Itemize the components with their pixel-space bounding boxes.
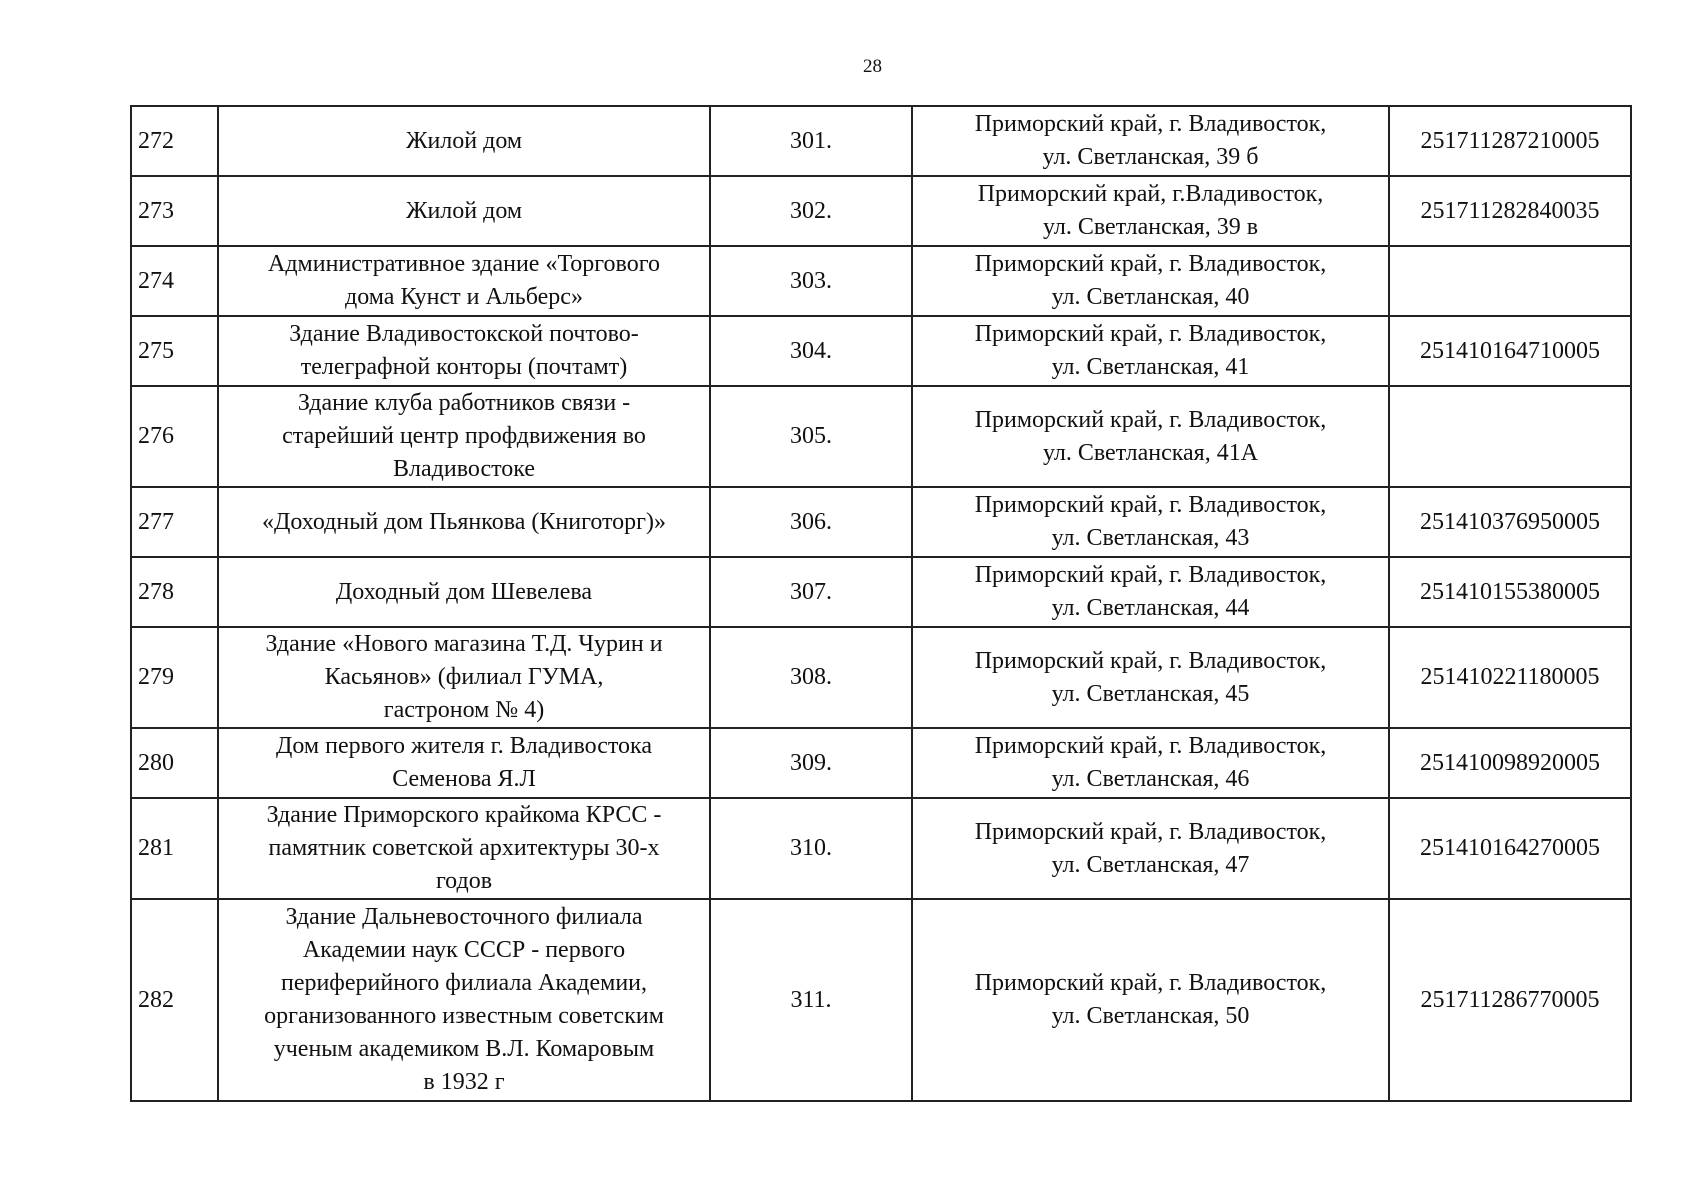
- address-line: Приморский край, г. Владивосток,: [974, 733, 1327, 759]
- registry-number-cell: 309.: [710, 728, 912, 798]
- table-row: [131, 557, 1631, 627]
- object-name-line: «Доходный дом Пьянкова (Книготорг)»: [261, 508, 667, 535]
- object-name-line: гастроном № 4): [383, 697, 545, 723]
- table-row: [131, 246, 1631, 316]
- address-cell: [912, 106, 1389, 176]
- object-name-line: Здание «Нового магазина Т.Д. Чурин и: [265, 631, 663, 657]
- address-cell: [912, 176, 1389, 246]
- object-name-line: Доходный дом Шевелева: [335, 578, 593, 605]
- address-cell: [912, 557, 1389, 627]
- object-name-line: в 1932 г: [423, 1069, 505, 1095]
- object-name-cell: [218, 246, 710, 316]
- row-number-cell: 276: [131, 386, 218, 487]
- object-name-line: Административное здание «Торгового: [268, 251, 660, 277]
- address-line: Приморский край, г.Владивосток,: [977, 181, 1324, 207]
- row-number-cell: 275: [131, 316, 218, 386]
- object-name-line: дома Кунст и Альберс»: [345, 284, 583, 310]
- table-row: [131, 627, 1631, 728]
- address-line: ул. Светланская, 44: [1051, 595, 1250, 621]
- row-number-cell: 279: [131, 627, 218, 728]
- row-number-cell: 282: [131, 899, 218, 1101]
- registry-number-cell: 308.: [710, 627, 912, 728]
- registry-number-cell: 305.: [710, 386, 912, 487]
- object-name-cell: [218, 557, 710, 627]
- object-name-line: ученым академиком В.Л. Комаровым: [273, 1036, 655, 1062]
- table-row: [131, 386, 1631, 487]
- row-number-cell: 281: [131, 798, 218, 899]
- address-cell: [912, 246, 1389, 316]
- object-name-line: памятник советской архитектуры 30-х: [268, 835, 660, 861]
- object-name-cell: [218, 899, 710, 1101]
- address-line: ул. Светланская, 45: [1051, 680, 1250, 707]
- table-row: [131, 899, 1631, 1101]
- table-row: [131, 728, 1631, 798]
- object-name-cell: [218, 728, 710, 798]
- address-cell: [912, 728, 1389, 798]
- object-name-cell: [218, 386, 710, 487]
- registry-code-cell: 251410164710005: [1389, 316, 1631, 386]
- object-name-line: Здание Дальневосточного филиала: [285, 904, 643, 930]
- registry-code-cell: 251711287210005: [1389, 106, 1631, 176]
- registry-code-cell: [1389, 386, 1631, 487]
- row-number-cell: 273: [131, 176, 218, 246]
- table-body: [131, 106, 1631, 1101]
- table-row: [131, 106, 1631, 176]
- address-line: ул. Светланская, 41: [1051, 354, 1250, 380]
- registry-number-cell: 306.: [710, 487, 912, 557]
- registry-number-cell: 303.: [710, 246, 912, 316]
- registry-code-cell: 251410098920005: [1389, 728, 1631, 798]
- table-row: [131, 316, 1631, 386]
- object-name-cell: [218, 106, 710, 176]
- object-name-cell: [218, 798, 710, 899]
- object-name-line: организованного известным советским: [264, 1003, 664, 1029]
- address-line: ул. Светланская, 43: [1051, 525, 1250, 551]
- registry-code-cell: 251410164270005: [1389, 798, 1631, 899]
- registry-code-cell: 251410155380005: [1389, 557, 1631, 627]
- heritage-objects-table: [130, 105, 1632, 1102]
- table-row: [131, 176, 1631, 246]
- address-line: Приморский край, г. Владивосток,: [974, 562, 1327, 588]
- row-number-cell: 274: [131, 246, 218, 316]
- table-row: [131, 487, 1631, 557]
- address-line: ул. Светланская, 46: [1051, 766, 1250, 792]
- object-name-cell: [218, 487, 710, 557]
- registry-number-cell: 301.: [710, 106, 912, 176]
- registry-code-cell: 251711282840035: [1389, 176, 1631, 246]
- address-line: Приморский край, г. Владивосток,: [974, 406, 1327, 433]
- address-line: Приморский край, г. Владивосток,: [974, 492, 1327, 518]
- registry-code-cell: [1389, 246, 1631, 316]
- object-name-line: старейший центр профдвижения во: [282, 423, 646, 449]
- registry-number-cell: 310.: [710, 798, 912, 899]
- object-name-line: Жилой дом: [405, 127, 523, 154]
- registry-number-cell: 311.: [710, 899, 912, 1101]
- registry-code-cell: 251410221180005: [1389, 627, 1631, 728]
- address-cell: [912, 316, 1389, 386]
- object-name-cell: [218, 176, 710, 246]
- address-line: Приморский край, г. Владивосток,: [974, 818, 1327, 845]
- object-name-cell: [218, 316, 710, 386]
- address-line: Приморский край, г. Владивосток,: [974, 321, 1327, 347]
- address-line: Приморский край, г. Владивосток,: [974, 111, 1327, 137]
- table-row: [131, 798, 1631, 899]
- address-line: ул. Светланская, 40: [1051, 284, 1250, 310]
- object-name-line: Касьянов» (филиал ГУМА,: [324, 664, 604, 690]
- address-line: ул. Светланская, 41А: [1042, 439, 1259, 466]
- object-name-line: Жилой дом: [405, 197, 523, 224]
- address-line: Приморский край, г. Владивосток,: [974, 970, 1327, 996]
- registry-number-cell: 304.: [710, 316, 912, 386]
- row-number-cell: 278: [131, 557, 218, 627]
- address-cell: [912, 798, 1389, 899]
- object-name-line: телеграфной конторы (почтамт): [300, 354, 628, 380]
- address-cell: [912, 386, 1389, 487]
- row-number-cell: 272: [131, 106, 218, 176]
- object-name-line: Здание клуба работников связи -: [297, 390, 631, 416]
- page-number: 28: [863, 56, 882, 77]
- row-number-cell: 277: [131, 487, 218, 557]
- registry-code-cell: 251410376950005: [1389, 487, 1631, 557]
- address-line: ул. Светланская, 47: [1051, 851, 1250, 878]
- address-cell: [912, 627, 1389, 728]
- row-number-cell: 280: [131, 728, 218, 798]
- registry-number-cell: 302.: [710, 176, 912, 246]
- address-line: ул. Светланская, 50: [1051, 1003, 1250, 1029]
- registry-code-cell: 251711286770005: [1389, 899, 1631, 1101]
- object-name-line: Дом первого жителя г. Владивостока: [276, 733, 652, 759]
- object-name-line: Здание Приморского крайкома КРСС -: [266, 802, 662, 828]
- object-name-cell: [218, 627, 710, 728]
- registry-number-cell: 307.: [710, 557, 912, 627]
- object-name-line: Семенова Я.Л: [392, 766, 536, 792]
- object-name-line: Здание Владивостокской почтово-: [289, 321, 639, 347]
- object-name-line: Владивостоке: [393, 456, 535, 482]
- address-cell: [912, 899, 1389, 1101]
- object-name-line: Академии наук СССР - первого: [302, 937, 626, 963]
- address-line: Приморский край, г. Владивосток,: [974, 251, 1327, 277]
- address-line: Приморский край, г. Владивосток,: [974, 647, 1327, 674]
- address-line: ул. Светланская, 39 б: [1042, 144, 1259, 170]
- address-cell: [912, 487, 1389, 557]
- object-name-line: годов: [435, 868, 493, 894]
- object-name-line: периферийного филиала Академии,: [280, 970, 648, 996]
- address-line: ул. Светланская, 39 в: [1042, 214, 1259, 240]
